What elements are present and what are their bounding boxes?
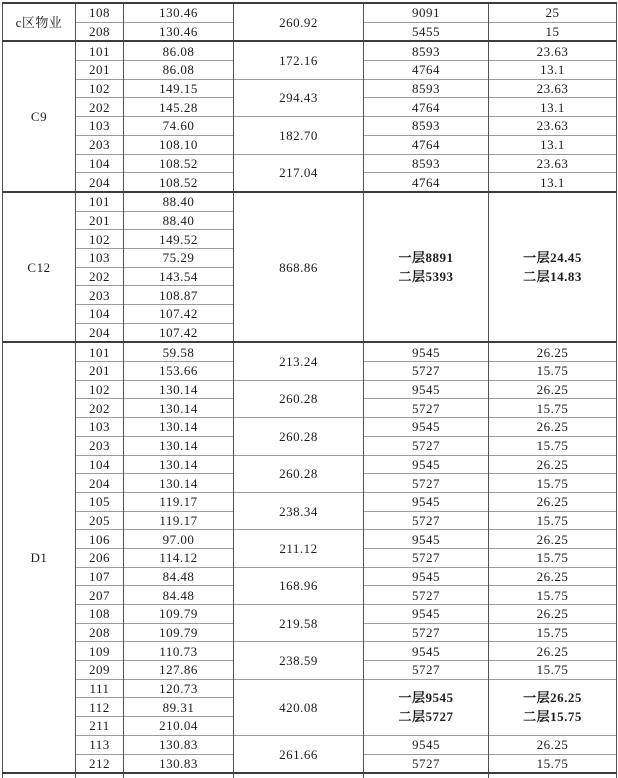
- price-cell: 9545: [364, 605, 489, 624]
- rate-cell: 13.1: [489, 173, 617, 192]
- unit-area-cell: 130.46: [124, 3, 234, 22]
- unit-number-cell: 202: [76, 399, 124, 418]
- rate-cell: 15.75: [489, 661, 617, 680]
- unit-area-cell: 130.14: [124, 418, 234, 437]
- unit-area-cell: 130.83: [124, 754, 234, 773]
- table-row: [3, 492, 617, 511]
- unit-number-cell: 113: [76, 735, 124, 754]
- price-cell: 9545: [364, 567, 489, 586]
- subtotal-area-cell: 238.34: [234, 492, 364, 529]
- unit-number-cell: 103: [76, 117, 124, 136]
- table-row: [3, 530, 617, 549]
- unit-number-cell: 102: [76, 380, 124, 399]
- subtotal-area-cell: 261.66: [234, 735, 364, 773]
- unit-area-cell: 119.17: [124, 511, 234, 530]
- price-cell: 9545: [364, 642, 489, 661]
- unit-number-cell: 112: [76, 698, 124, 717]
- unit-area-cell: 74.60: [124, 117, 234, 136]
- unit-area-cell: 130.14: [124, 380, 234, 399]
- property-units-table: [2, 2, 617, 778]
- rate-cell: 13.1: [489, 98, 617, 117]
- unit-number-cell: 104: [76, 455, 124, 474]
- unit-number-cell: 203: [76, 135, 124, 154]
- unit-area-cell: 130.14: [124, 455, 234, 474]
- unit-number-cell: 204: [76, 474, 124, 493]
- building-cell: c区物业: [3, 3, 76, 41]
- unit-area-cell: 86.08: [124, 41, 234, 60]
- unit-number-cell: 101: [76, 192, 124, 211]
- unit-area-cell: 86.08: [124, 61, 234, 80]
- unit-number-cell: 202: [76, 267, 124, 286]
- merged-line: 二层5393: [398, 269, 454, 285]
- merged-price-cell: [364, 192, 489, 343]
- unit-area-cell: 109.79: [124, 623, 234, 642]
- rate-cell: 26.25: [489, 380, 617, 399]
- merged-rate-cell: [489, 679, 617, 735]
- building-cell: C9: [3, 41, 76, 192]
- table-row: [3, 154, 617, 173]
- price-cell: 5455: [364, 22, 489, 41]
- unit-area-cell: 127.86: [124, 661, 234, 680]
- unit-area-cell: 110.73: [124, 642, 234, 661]
- unit-area-cell: 84.48: [124, 586, 234, 605]
- subtotal-area-cell: 213.24: [234, 342, 364, 380]
- merged-line: 一层9545: [398, 690, 454, 706]
- partial-row: [3, 773, 617, 778]
- unit-number-cell: 109: [76, 642, 124, 661]
- rate-cell: 13.1: [489, 61, 617, 80]
- rate-cell: 23.63: [489, 41, 617, 60]
- price-cell: 9091: [364, 3, 489, 22]
- merged-line: 一层24.45: [523, 250, 582, 266]
- subtotal-area-cell: 260.92: [234, 3, 364, 41]
- unit-area-cell: 84.48: [124, 567, 234, 586]
- table-row: [3, 192, 617, 211]
- table-row: [3, 642, 617, 661]
- price-cell: 9545: [364, 735, 489, 754]
- building-cell: D1: [3, 342, 76, 773]
- rate-cell: 26.25: [489, 735, 617, 754]
- unit-number-cell: 201: [76, 211, 124, 230]
- unit-area-cell: 108.87: [124, 286, 234, 305]
- rate-cell: 15.75: [489, 474, 617, 493]
- unit-number-cell: 207: [76, 586, 124, 605]
- unit-number-cell: 106: [76, 530, 124, 549]
- price-cell: 9545: [364, 455, 489, 474]
- subtotal-area-cell: 260.28: [234, 418, 364, 455]
- unit-area-cell: 107.42: [124, 305, 234, 324]
- price-cell: 5727: [364, 511, 489, 530]
- table-row: [3, 735, 617, 754]
- subtotal-area-cell: 211.12: [234, 530, 364, 567]
- price-cell: 8593: [364, 154, 489, 173]
- unit-number-cell: 101: [76, 342, 124, 361]
- table-row: [3, 342, 617, 361]
- price-cell: 8593: [364, 79, 489, 98]
- unit-number-cell: 108: [76, 605, 124, 624]
- subtotal-area-cell: 238.59: [234, 642, 364, 679]
- table-row: [3, 418, 617, 437]
- merged-rate-cell: [489, 192, 617, 343]
- unit-area-cell: 130.14: [124, 436, 234, 455]
- price-cell: 5727: [364, 399, 489, 418]
- unit-number-cell: 104: [76, 305, 124, 324]
- merged-line: 二层14.83: [523, 269, 582, 285]
- price-cell: 8593: [364, 117, 489, 136]
- rate-cell: 15.75: [489, 623, 617, 642]
- unit-area-cell: 130.14: [124, 399, 234, 418]
- unit-number-cell: 104: [76, 154, 124, 173]
- rate-cell: 23.63: [489, 154, 617, 173]
- unit-number-cell: 204: [76, 173, 124, 192]
- subtotal-area-cell: 182.70: [234, 117, 364, 154]
- table-row: [3, 3, 617, 22]
- merged-line: 一层8891: [398, 250, 454, 266]
- unit-number-cell: 203: [76, 436, 124, 455]
- price-cell: 9545: [364, 418, 489, 437]
- price-cell: 5727: [364, 586, 489, 605]
- unit-area-cell: 210.04: [124, 717, 234, 736]
- subtotal-area-cell: 294.43: [234, 79, 364, 116]
- unit-number-cell: 208: [76, 22, 124, 41]
- rate-cell: 13.1: [489, 135, 617, 154]
- unit-number-cell: 101: [76, 41, 124, 60]
- price-cell: 4764: [364, 135, 489, 154]
- empty-cell: [76, 773, 124, 778]
- unit-number-cell: 206: [76, 548, 124, 567]
- unit-area-cell: 109.79: [124, 605, 234, 624]
- unit-number-cell: 205: [76, 511, 124, 530]
- unit-area-cell: 108.10: [124, 135, 234, 154]
- subtotal-area-cell: 219.58: [234, 605, 364, 642]
- price-cell: 5727: [364, 623, 489, 642]
- unit-area-cell: 108.52: [124, 154, 234, 173]
- unit-area-cell: 88.40: [124, 192, 234, 211]
- price-cell: 5727: [364, 436, 489, 455]
- table-row: [3, 567, 617, 586]
- price-cell: 9545: [364, 492, 489, 511]
- merged-line: 二层5727: [398, 709, 454, 725]
- merged-line: 一层26.25: [523, 690, 582, 706]
- empty-cell: [3, 773, 76, 778]
- rate-cell: 26.25: [489, 418, 617, 437]
- subtotal-area-cell: 260.28: [234, 455, 364, 492]
- unit-number-cell: 212: [76, 754, 124, 773]
- unit-area-cell: 89.31: [124, 698, 234, 717]
- unit-area-cell: 130.14: [124, 474, 234, 493]
- unit-area-cell: 130.83: [124, 735, 234, 754]
- unit-area-cell: 107.42: [124, 323, 234, 342]
- unit-number-cell: 202: [76, 98, 124, 117]
- empty-cell: [364, 773, 489, 778]
- subtotal-area-cell: 260.28: [234, 380, 364, 417]
- price-cell: 5727: [364, 548, 489, 567]
- rate-cell: 15.75: [489, 754, 617, 773]
- rate-cell: 26.25: [489, 455, 617, 474]
- unit-area-cell: 143.54: [124, 267, 234, 286]
- unit-number-cell: 103: [76, 418, 124, 437]
- rate-cell: 15.75: [489, 436, 617, 455]
- unit-number-cell: 111: [76, 679, 124, 698]
- unit-number-cell: 204: [76, 323, 124, 342]
- table-row: [3, 79, 617, 98]
- unit-number-cell: 107: [76, 567, 124, 586]
- unit-area-cell: 59.58: [124, 342, 234, 361]
- unit-number-cell: 103: [76, 248, 124, 267]
- rate-cell: 15.75: [489, 511, 617, 530]
- empty-cell: [124, 773, 234, 778]
- rate-cell: 26.25: [489, 342, 617, 361]
- empty-cell: [489, 773, 617, 778]
- unit-number-cell: 203: [76, 286, 124, 305]
- table-row: [3, 605, 617, 624]
- table-row: [3, 455, 617, 474]
- price-cell: 9545: [364, 530, 489, 549]
- price-cell: 5727: [364, 362, 489, 381]
- table-row: [3, 380, 617, 399]
- unit-number-cell: 209: [76, 661, 124, 680]
- unit-area-cell: 153.66: [124, 362, 234, 381]
- table-row: [3, 679, 617, 698]
- subtotal-area-cell: 868.86: [234, 192, 364, 343]
- unit-number-cell: 211: [76, 717, 124, 736]
- subtotal-area-cell: 172.16: [234, 41, 364, 79]
- rate-cell: 23.63: [489, 117, 617, 136]
- unit-area-cell: 88.40: [124, 211, 234, 230]
- rate-cell: 26.25: [489, 605, 617, 624]
- unit-number-cell: 201: [76, 61, 124, 80]
- subtotal-area-cell: 217.04: [234, 154, 364, 192]
- unit-number-cell: 201: [76, 362, 124, 381]
- merged-line: 二层15.75: [523, 709, 582, 725]
- unit-area-cell: 120.73: [124, 679, 234, 698]
- unit-area-cell: 108.52: [124, 173, 234, 192]
- table-row: [3, 117, 617, 136]
- unit-number-cell: 105: [76, 492, 124, 511]
- price-cell: 5727: [364, 661, 489, 680]
- table-body: [3, 3, 617, 778]
- price-cell: 4764: [364, 173, 489, 192]
- empty-cell: [234, 773, 364, 778]
- unit-number-cell: 108: [76, 3, 124, 22]
- price-cell: 4764: [364, 61, 489, 80]
- rate-cell: 15.75: [489, 399, 617, 418]
- unit-number-cell: 208: [76, 623, 124, 642]
- unit-area-cell: 130.46: [124, 22, 234, 41]
- subtotal-area-cell: 420.08: [234, 679, 364, 735]
- unit-number-cell: 102: [76, 79, 124, 98]
- rate-cell: 25: [489, 3, 617, 22]
- unit-number-cell: 102: [76, 230, 124, 249]
- unit-area-cell: 75.29: [124, 248, 234, 267]
- unit-area-cell: 145.28: [124, 98, 234, 117]
- price-cell: 8593: [364, 41, 489, 60]
- rate-cell: 26.25: [489, 567, 617, 586]
- building-cell: C12: [3, 192, 76, 343]
- price-cell: 5727: [364, 754, 489, 773]
- unit-area-cell: 149.52: [124, 230, 234, 249]
- subtotal-area-cell: 168.96: [234, 567, 364, 604]
- rate-cell: 15.75: [489, 548, 617, 567]
- unit-area-cell: 149.15: [124, 79, 234, 98]
- price-cell: 9545: [364, 380, 489, 399]
- merged-price-cell: [364, 679, 489, 735]
- price-cell: 9545: [364, 342, 489, 361]
- unit-area-cell: 114.12: [124, 548, 234, 567]
- table-row: [3, 41, 617, 60]
- price-cell: 4764: [364, 98, 489, 117]
- rate-cell: 23.63: [489, 79, 617, 98]
- rate-cell: 26.25: [489, 492, 617, 511]
- unit-area-cell: 119.17: [124, 492, 234, 511]
- unit-area-cell: 97.00: [124, 530, 234, 549]
- rate-cell: 15: [489, 22, 617, 41]
- rate-cell: 15.75: [489, 362, 617, 381]
- price-cell: 5727: [364, 474, 489, 493]
- rate-cell: 15.75: [489, 586, 617, 605]
- rate-cell: 26.25: [489, 530, 617, 549]
- rate-cell: 26.25: [489, 642, 617, 661]
